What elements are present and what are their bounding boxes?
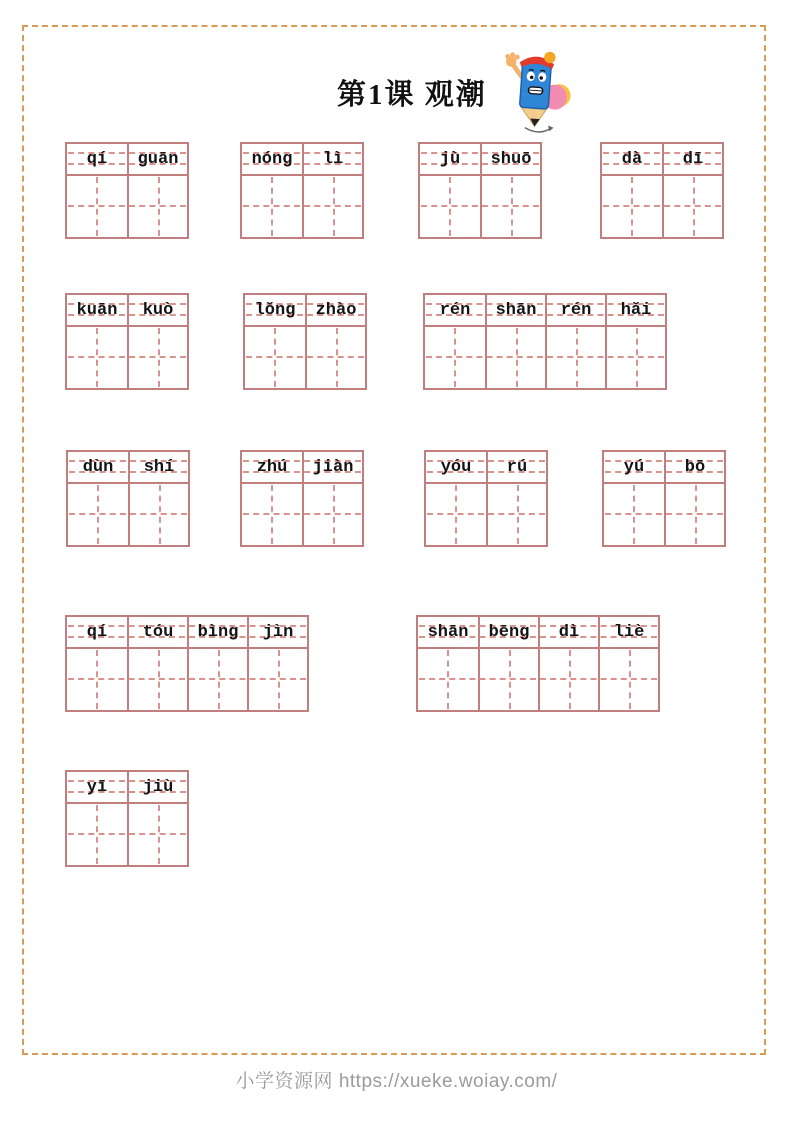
footer-site-credit: 小学资源网 https://xueke.woiay.com/ <box>235 1071 558 1092</box>
writing-cell <box>538 649 598 710</box>
writing-cell <box>127 327 187 388</box>
writing-cell <box>127 176 187 237</box>
pinyin-syllable: yóu <box>440 457 472 477</box>
writing-cell <box>426 484 486 545</box>
writing-cell <box>242 484 302 545</box>
pinyin-cell <box>67 772 127 802</box>
writing-row <box>418 649 658 710</box>
pinyin-syllable: bìng <box>197 622 239 642</box>
pinyin-cell <box>420 144 480 174</box>
writing-cell <box>242 176 302 237</box>
pinyin-cell <box>67 295 127 325</box>
pinyin-cell <box>418 617 478 647</box>
pinyin-syllable: jiàn <box>312 457 354 477</box>
pinyin-syllable: dì <box>558 622 580 642</box>
writing-row <box>67 804 187 865</box>
pinyin-row <box>242 144 362 176</box>
pinyin-syllable: qí <box>86 149 108 169</box>
pinyin-row <box>67 144 187 176</box>
pinyin-syllable: yī <box>86 777 108 797</box>
writing-cell <box>128 484 188 545</box>
pinyin-cell <box>302 452 362 482</box>
word-grid-kuan-kuo <box>65 293 189 390</box>
pinyin-syllable: bō <box>684 457 706 477</box>
pinyin-syllable: rú <box>506 457 528 477</box>
pinyin-syllable: lì <box>322 149 344 169</box>
pinyin-syllable: dà <box>621 149 643 169</box>
pinyin-cell <box>127 772 187 802</box>
pinyin-syllable: bēng <box>488 622 530 642</box>
pinyin-cell <box>602 144 662 174</box>
pinyin-cell <box>664 452 724 482</box>
pinyin-cell <box>127 617 187 647</box>
pinyin-syllable: jìn <box>262 622 294 642</box>
word-grid-shan-beng-di-lie <box>416 615 660 712</box>
pinyin-syllable: dī <box>682 149 704 169</box>
writing-row <box>420 176 540 237</box>
writing-row <box>242 176 362 237</box>
pinyin-row <box>245 295 365 327</box>
writing-cell <box>127 649 187 710</box>
writing-cell <box>418 649 478 710</box>
writing-cell <box>602 176 662 237</box>
pinyin-cell <box>128 452 188 482</box>
writing-cell <box>662 176 722 237</box>
writing-cell <box>425 327 485 388</box>
pinyin-cell <box>545 295 605 325</box>
word-grid-nong-li <box>240 142 364 239</box>
writing-row <box>602 176 722 237</box>
pinyin-row <box>67 617 307 649</box>
pinyin-row <box>67 295 187 327</box>
pinyin-syllable: shān <box>495 300 537 320</box>
writing-cell <box>486 484 546 545</box>
pinyin-cell <box>478 617 538 647</box>
pinyin-syllable: rén <box>560 300 592 320</box>
writing-cell <box>68 484 128 545</box>
writing-cell <box>664 484 724 545</box>
word-grid-dun-shi <box>66 450 190 547</box>
pinyin-syllable: rén <box>439 300 471 320</box>
writing-cell <box>127 804 187 865</box>
pinyin-row <box>418 617 658 649</box>
writing-cell <box>545 327 605 388</box>
page-title: 第1课 观潮 <box>337 79 487 111</box>
writing-cell <box>67 176 127 237</box>
writing-row <box>245 327 365 388</box>
pinyin-cell <box>604 452 664 482</box>
pinyin-cell <box>538 617 598 647</box>
pinyin-row <box>604 452 724 484</box>
pinyin-syllable: shí <box>143 457 175 477</box>
pinyin-row <box>426 452 546 484</box>
writing-cell <box>605 327 665 388</box>
pinyin-syllable: guān <box>137 149 179 169</box>
writing-cell <box>245 327 305 388</box>
pinyin-cell <box>68 452 128 482</box>
pinyin-cell <box>425 295 485 325</box>
pinyin-syllable: jiù <box>142 777 174 797</box>
writing-cell <box>67 327 127 388</box>
pinyin-cell <box>127 295 187 325</box>
word-grid-ren-shan-ren-hai <box>423 293 667 390</box>
pinyin-syllable: kuān <box>76 300 118 320</box>
pinyin-cell <box>67 144 127 174</box>
pinyin-cell <box>245 295 305 325</box>
writing-cell <box>67 649 127 710</box>
pinyin-row <box>242 452 362 484</box>
pinyin-cell <box>605 295 665 325</box>
pinyin-cell <box>67 617 127 647</box>
writing-row <box>68 484 188 545</box>
writing-row <box>67 649 307 710</box>
pinyin-syllable: jù <box>439 149 461 169</box>
word-grid-qi-guan <box>65 142 189 239</box>
writing-cell <box>247 649 307 710</box>
writing-row <box>242 484 362 545</box>
pencil-mascot-icon <box>492 48 580 136</box>
pinyin-syllable: kuò <box>142 300 174 320</box>
pinyin-row <box>67 772 187 804</box>
pinyin-cell <box>426 452 486 482</box>
writing-row <box>67 176 187 237</box>
word-grid-you-ru <box>424 450 548 547</box>
pinyin-cell <box>305 295 365 325</box>
pinyin-cell <box>486 452 546 482</box>
writing-row <box>67 327 187 388</box>
pinyin-syllable: shān <box>427 622 469 642</box>
pinyin-cell <box>598 617 658 647</box>
pinyin-syllable: nóng <box>251 149 293 169</box>
pinyin-row <box>425 295 665 327</box>
pinyin-cell <box>242 452 302 482</box>
pinyin-cell <box>247 617 307 647</box>
writing-cell <box>480 176 540 237</box>
pinyin-syllable: qí <box>86 622 108 642</box>
pinyin-syllable: yú <box>623 457 645 477</box>
pinyin-cell <box>242 144 302 174</box>
writing-row <box>426 484 546 545</box>
writing-row <box>604 484 724 545</box>
pinyin-syllable: lǒng <box>254 300 296 320</box>
pinyin-syllable: hǎi <box>620 300 652 320</box>
word-grid-yu-bo <box>602 450 726 547</box>
writing-cell <box>485 327 545 388</box>
pinyin-cell <box>480 144 540 174</box>
pinyin-syllable: liè <box>613 622 645 642</box>
writing-cell <box>598 649 658 710</box>
pinyin-row <box>420 144 540 176</box>
pinyin-row <box>602 144 722 176</box>
writing-cell <box>302 484 362 545</box>
word-grid-yi-jiu <box>65 770 189 867</box>
word-grid-qi-tou-bing-jin <box>65 615 309 712</box>
word-grid-da-di <box>600 142 724 239</box>
pinyin-cell <box>662 144 722 174</box>
writing-cell <box>420 176 480 237</box>
pinyin-row <box>68 452 188 484</box>
pinyin-syllable: tóu <box>142 622 174 642</box>
writing-cell <box>305 327 365 388</box>
pinyin-syllable: shuō <box>490 149 532 169</box>
writing-cell <box>302 176 362 237</box>
writing-cell <box>478 649 538 710</box>
writing-row <box>425 327 665 388</box>
word-grid-long-zhao <box>243 293 367 390</box>
pinyin-cell <box>485 295 545 325</box>
pinyin-syllable: zhú <box>256 457 288 477</box>
pinyin-cell <box>187 617 247 647</box>
pinyin-cell <box>302 144 362 174</box>
writing-cell <box>67 804 127 865</box>
pinyin-cell <box>127 144 187 174</box>
word-grid-ju-shuo <box>418 142 542 239</box>
writing-cell <box>187 649 247 710</box>
writing-cell <box>604 484 664 545</box>
pinyin-syllable: zhào <box>315 300 357 320</box>
pinyin-syllable: dùn <box>82 457 114 477</box>
word-grid-zhu-jian <box>240 450 364 547</box>
